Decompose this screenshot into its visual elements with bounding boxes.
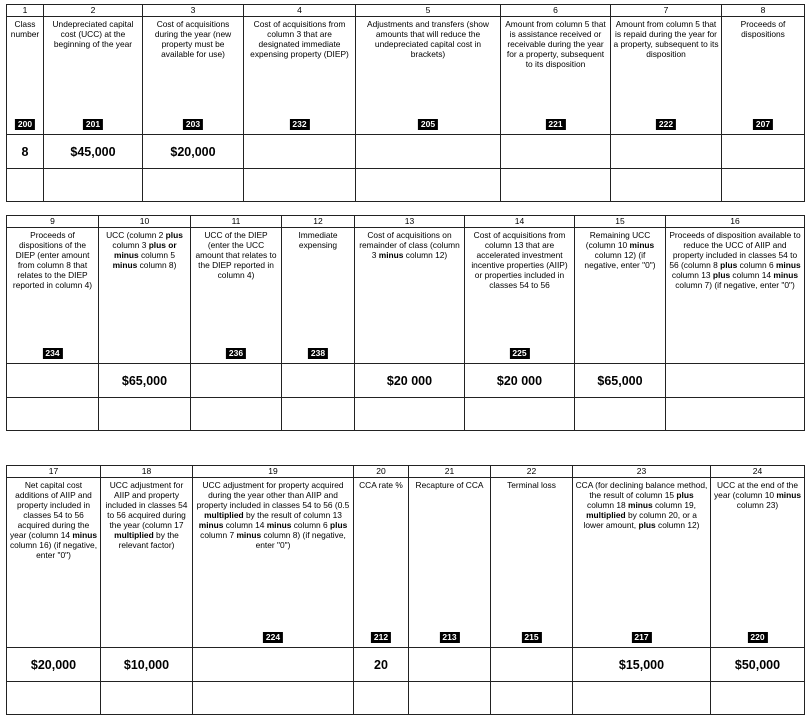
- column-number-row: [7, 216, 805, 228]
- line-code: 215: [521, 632, 541, 643]
- line-code: 225: [509, 348, 529, 359]
- column-header: [7, 228, 99, 364]
- column-description: UCC of the DIEP (enter the UCC amount that relates to the DIEP reported in column 4): [195, 230, 277, 280]
- column-number: 2: [44, 5, 143, 17]
- cell-assistance[interactable]: [501, 135, 611, 169]
- column-header: [244, 17, 356, 135]
- column-number: 8: [722, 5, 805, 17]
- column-description: Immediate expensing: [298, 230, 338, 250]
- column-description: Class number: [10, 19, 40, 39]
- line-code: 236: [226, 348, 246, 359]
- empty-row: [7, 682, 805, 715]
- line-code: 201: [83, 119, 103, 130]
- column-description: Proceeds of dispositions: [740, 19, 786, 39]
- column-header: [409, 478, 491, 648]
- column-number: 15: [575, 216, 666, 228]
- empty-cell[interactable]: [7, 682, 101, 715]
- column-number: 3: [143, 5, 244, 17]
- empty-cell[interactable]: [501, 169, 611, 202]
- column-number: 20: [354, 466, 409, 478]
- column-number: 4: [244, 5, 356, 17]
- column-description: CCA (for declining balance method, the result of column 15 plus column 18 minus column 19, multiplied by column 20, or a lower amount, plus column 12): [575, 480, 708, 530]
- column-header: [356, 17, 501, 135]
- column-header-row: [7, 478, 805, 648]
- column-number: 12: [282, 216, 355, 228]
- column-header: [193, 478, 354, 648]
- empty-cell[interactable]: [575, 398, 666, 431]
- column-description: Recapture of CCA: [415, 480, 484, 490]
- line-code: 221: [545, 119, 565, 130]
- column-description: CCA rate %: [359, 480, 403, 490]
- cell-class-number[interactable]: 8: [7, 135, 44, 169]
- column-header: [355, 228, 465, 364]
- column-number: 13: [355, 216, 465, 228]
- cell-acquisitions[interactable]: $20,000: [143, 135, 244, 169]
- empty-cell[interactable]: [573, 682, 711, 715]
- column-header: [573, 478, 711, 648]
- column-header: [44, 17, 143, 135]
- column-description: UCC at the end of the year (column 10 minus column 23): [713, 480, 802, 510]
- line-code: 220: [747, 632, 767, 643]
- cca-table-1: [6, 4, 805, 202]
- cell-adjustments[interactable]: [356, 135, 501, 169]
- cell-ucc[interactable]: $65,000: [99, 364, 191, 398]
- column-description: Proceeds of disposition available to reduce the UCC of AIIP and property included in classes 54 to 56 (column 8 plus column 6 minus column 13 plus column 14 minus column 7) (if negative, enter "0"): [669, 230, 801, 290]
- empty-cell[interactable]: [356, 169, 501, 202]
- line-code: 203: [183, 119, 203, 130]
- empty-cell[interactable]: [354, 682, 409, 715]
- column-description: Net capital cost additions of AIIP and property included in classes 54 to 56 acquired during the year (column 14 minus column 16) (if negative, enter "0"): [9, 480, 98, 560]
- empty-cell[interactable]: [491, 682, 573, 715]
- column-number: 21: [409, 466, 491, 478]
- cell-aiip-adjustment[interactable]: $10,000: [101, 648, 193, 682]
- empty-cell[interactable]: [99, 398, 191, 431]
- line-code: 205: [418, 119, 438, 130]
- cell-ucc-adjustment[interactable]: [193, 648, 354, 682]
- cell-diep-ucc[interactable]: [191, 364, 282, 398]
- data-row: [7, 648, 805, 682]
- cell-cca-rate[interactable]: 20: [354, 648, 409, 682]
- column-description: Cost of acquisitions from column 3 that are designated immediate expensing property (DIEP): [250, 19, 349, 59]
- column-header: [99, 228, 191, 364]
- cca-table-2: [6, 215, 805, 431]
- column-number: 1: [7, 5, 44, 17]
- cell-ucc-end[interactable]: $50,000: [711, 648, 805, 682]
- column-header: [666, 228, 805, 364]
- empty-cell[interactable]: [193, 682, 354, 715]
- column-description: Cost of acquisitions during the year (new property must be available for use): [154, 19, 232, 59]
- cell-immediate-expensing[interactable]: [282, 364, 355, 398]
- empty-cell[interactable]: [143, 169, 244, 202]
- column-number: 19: [193, 466, 354, 478]
- cell-diep-cost[interactable]: [244, 135, 356, 169]
- column-number-row: [7, 5, 805, 17]
- column-number: 10: [99, 216, 191, 228]
- column-header: [7, 478, 101, 648]
- column-number: 23: [573, 466, 711, 478]
- cell-cca[interactable]: $15,000: [573, 648, 711, 682]
- empty-cell[interactable]: [355, 398, 465, 431]
- line-code: 234: [42, 348, 62, 359]
- empty-cell[interactable]: [611, 169, 722, 202]
- column-number-row: [7, 466, 805, 478]
- line-code: 232: [289, 119, 309, 130]
- empty-row: [7, 169, 805, 202]
- column-number: 18: [101, 466, 193, 478]
- empty-row: [7, 398, 805, 431]
- empty-cell[interactable]: [409, 682, 491, 715]
- empty-cell[interactable]: [44, 169, 143, 202]
- cell-ucc-beginning[interactable]: $45,000: [44, 135, 143, 169]
- column-number: 11: [191, 216, 282, 228]
- cell-remaining-ucc[interactable]: $65,000: [575, 364, 666, 398]
- column-description: Amount from column 5 that is assistance received or receivable during the year for a property, subsequent to its disposition: [505, 19, 606, 69]
- cell-available-proceeds[interactable]: [666, 364, 805, 398]
- column-number: 17: [7, 466, 101, 478]
- line-code: 224: [263, 632, 283, 643]
- column-number: 6: [501, 5, 611, 17]
- column-header: [491, 478, 573, 648]
- empty-cell[interactable]: [711, 682, 805, 715]
- column-description: UCC adjustment for AIIP and property included in classes 54 to 56 acquired during the year (column 17 multiplied by the relevant factor): [105, 480, 188, 550]
- column-header: [711, 478, 805, 648]
- line-code: 238: [308, 348, 328, 359]
- column-header: [7, 17, 44, 135]
- column-header-row: [7, 228, 805, 364]
- column-description: UCC adjustment for property acquired during the year other than AIIP and property included in classes 54 to 56 (0.5 multiplied by the result of column 13 minus column 14 minus column 6 plus column 7 minus column 8) (if negative, enter "0"): [196, 480, 350, 550]
- line-code: 200: [15, 119, 35, 130]
- empty-cell[interactable]: [101, 682, 193, 715]
- column-header: [722, 17, 805, 135]
- column-description: Proceeds of dispositions of the DIEP (enter amount from column 8 that relates to the DIEP reported in column 4): [12, 230, 93, 290]
- empty-cell[interactable]: [722, 169, 805, 202]
- cca-table-3: [6, 465, 805, 715]
- line-code: 212: [371, 632, 391, 643]
- column-number: 5: [356, 5, 501, 17]
- line-code: 217: [631, 632, 651, 643]
- column-header: [143, 17, 244, 135]
- empty-cell[interactable]: [7, 398, 99, 431]
- line-code: 207: [753, 119, 773, 130]
- cell-terminal-loss[interactable]: [491, 648, 573, 682]
- data-row: [7, 364, 805, 398]
- column-description: Remaining UCC (column 10 minus column 12) (if negative, enter "0"): [584, 230, 656, 270]
- column-header: [101, 478, 193, 648]
- cell-aiip-acquisitions[interactable]: $20 000: [465, 364, 575, 398]
- empty-cell[interactable]: [7, 169, 44, 202]
- empty-cell[interactable]: [282, 398, 355, 431]
- column-number: 7: [611, 5, 722, 17]
- column-description: Cost of acquisitions on remainder of class (column 3 minus column 12): [359, 230, 460, 260]
- column-header: [191, 228, 282, 364]
- line-code: 213: [439, 632, 459, 643]
- cell-remainder-acquisitions[interactable]: $20 000: [355, 364, 465, 398]
- column-description: Cost of acquisitions from column 13 that are accelerated investment incentive properties (AIIP) or properties included in classes 54 to 56: [471, 230, 568, 290]
- column-number: 9: [7, 216, 99, 228]
- data-row: [7, 135, 805, 169]
- column-header: [282, 228, 355, 364]
- column-header: [465, 228, 575, 364]
- column-header: [354, 478, 409, 648]
- column-description: Undepreciated capital cost (UCC) at the beginning of the year: [52, 19, 134, 49]
- column-description: UCC (column 2 plus column 3 plus or minus column 5 minus column 8): [106, 230, 183, 270]
- empty-cell[interactable]: [465, 398, 575, 431]
- empty-cell[interactable]: [244, 169, 356, 202]
- cell-diep-proceeds[interactable]: [7, 364, 99, 398]
- column-header: [611, 17, 722, 135]
- column-description: Terminal loss: [507, 480, 556, 490]
- column-header: [501, 17, 611, 135]
- empty-cell[interactable]: [666, 398, 805, 431]
- column-number: 16: [666, 216, 805, 228]
- cell-proceeds[interactable]: [722, 135, 805, 169]
- column-header: [575, 228, 666, 364]
- cell-recapture[interactable]: [409, 648, 491, 682]
- column-description: Adjustments and transfers (show amounts that will reduce the undepreciated capital cost in brackets): [367, 19, 489, 59]
- empty-cell[interactable]: [191, 398, 282, 431]
- column-number: 22: [491, 466, 573, 478]
- column-header-row: [7, 17, 805, 135]
- column-number: 14: [465, 216, 575, 228]
- cell-net-additions[interactable]: $20,000: [7, 648, 101, 682]
- cell-repaid[interactable]: [611, 135, 722, 169]
- column-description: Amount from column 5 that is repaid during the year for a property, subsequent to its disposition: [613, 19, 719, 59]
- line-code: 222: [656, 119, 676, 130]
- column-number: 24: [711, 466, 805, 478]
